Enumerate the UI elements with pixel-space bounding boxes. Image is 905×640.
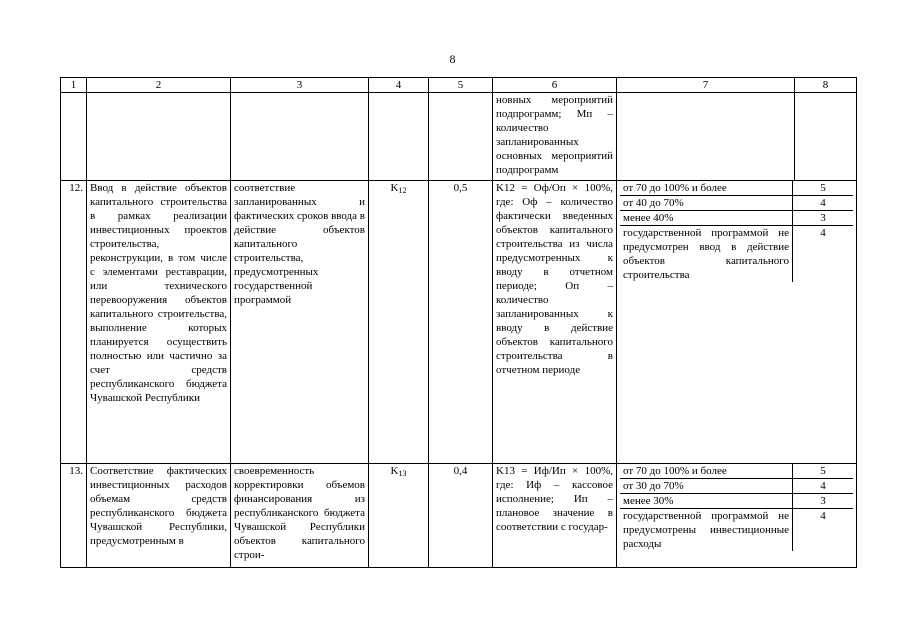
criteria-score: 4 <box>820 480 826 492</box>
criteria-row <box>620 181 853 196</box>
column-header: 6 <box>493 78 617 93</box>
indicator-name: Ввод в действие объектов капитального строительства в рамках реализации инвестиционных проектов строительства, реконструкции, в том числе с элементами реставрации, или технического перевооружения объектов капитального строительства, выполнение которых планируется осуществить полностью или частично за счет средств республиканского бюджета Чувашской Республики <box>87 181 231 464</box>
column-header: 3 <box>231 78 369 93</box>
criteria-text: государственной программой не предусмотрены инвестиционные расходы <box>620 509 793 551</box>
criteria-block <box>617 181 857 464</box>
indicator-name: Соответствие фактических инвестиционных расходов объемам средств республиканского бюджета Чувашской Республики, предусмотренным в <box>87 464 231 568</box>
column-header: 2 <box>87 78 231 93</box>
cell-empty <box>369 93 429 181</box>
page-number: 8 <box>449 52 456 66</box>
column-header: 8 <box>795 78 857 93</box>
criteria-text: менее 30% <box>620 494 793 508</box>
continuation-row <box>61 93 857 181</box>
criteria-text: государственной программой не предусмотрен ввод в действие объектов капитального строительства <box>620 226 793 282</box>
table-row <box>61 464 857 568</box>
cell-empty <box>61 93 87 181</box>
indicator-code: $K_{13}$ <box>369 464 429 568</box>
criteria-score: 4 <box>820 227 826 239</box>
cell-empty <box>87 93 231 181</box>
column-header: 5 <box>429 78 493 93</box>
row-number: 12. <box>61 181 87 464</box>
column-header: 1 <box>61 78 87 93</box>
indicator-code: $K_{12}$ <box>369 181 429 464</box>
criteria-text: от 70 до 100% и более <box>620 464 793 478</box>
cell-empty <box>429 93 493 181</box>
criteria-row <box>620 226 853 282</box>
criteria-row <box>620 464 853 479</box>
indicator-weight: 0,4 <box>429 464 493 568</box>
criteria-text: менее 40% <box>620 211 793 225</box>
indicator-formula: K13 = Иф/Ип × 100%, где: Иф – кассовое исполнение; Ип – плановое значение в соответствии с государ- <box>493 464 617 568</box>
indicator-meaning: своевременность корректировки объемов финансирования из республиканского бюджета Чувашской Республики объектов капитального строи- <box>231 464 369 568</box>
criteria-row <box>620 196 853 211</box>
header-row <box>61 78 857 93</box>
criteria-score: 4 <box>820 197 826 209</box>
criteria-row <box>620 494 853 509</box>
criteria-score: 5 <box>820 465 826 477</box>
criteria-block <box>617 464 857 568</box>
criteria-score: 5 <box>820 182 826 194</box>
indicator-formula: K12 = Oф/Oп × 100%, где: Оф – количество фактически введенных объектов капитального строительства из числа предусмотренных к вводу в отчетном периоде; Оп – количество запланированных к вводу в действие объектов капитального строительства в отчетном периоде <box>493 181 617 464</box>
formula-continuation: новных мероприятий подпрограмм; Мп – количество запланированных основных мероприятий подпрограмм <box>493 93 617 181</box>
table-row <box>61 181 857 464</box>
cell-empty <box>795 93 857 181</box>
cell-empty <box>617 93 795 181</box>
criteria-row <box>620 479 853 494</box>
indicator-meaning: соответствие запланированных и фактических сроков ввода в действие объектов капитального строительства, предусмотренных государственной программой <box>231 181 369 464</box>
indicators-table <box>60 77 857 568</box>
column-header: 7 <box>617 78 795 93</box>
criteria-score: 3 <box>820 212 826 224</box>
criteria-score: 3 <box>820 495 826 507</box>
criteria-score: 4 <box>820 510 826 522</box>
criteria-text: от 70 до 100% и более <box>620 181 793 195</box>
criteria-text: от 40 до 70% <box>620 196 793 210</box>
cell-empty <box>231 93 369 181</box>
column-header: 4 <box>369 78 429 93</box>
indicator-weight: 0,5 <box>429 181 493 464</box>
row-number: 13. <box>61 464 87 568</box>
criteria-row <box>620 509 853 551</box>
criteria-row <box>620 211 853 226</box>
criteria-text: от 30 до 70% <box>620 479 793 493</box>
